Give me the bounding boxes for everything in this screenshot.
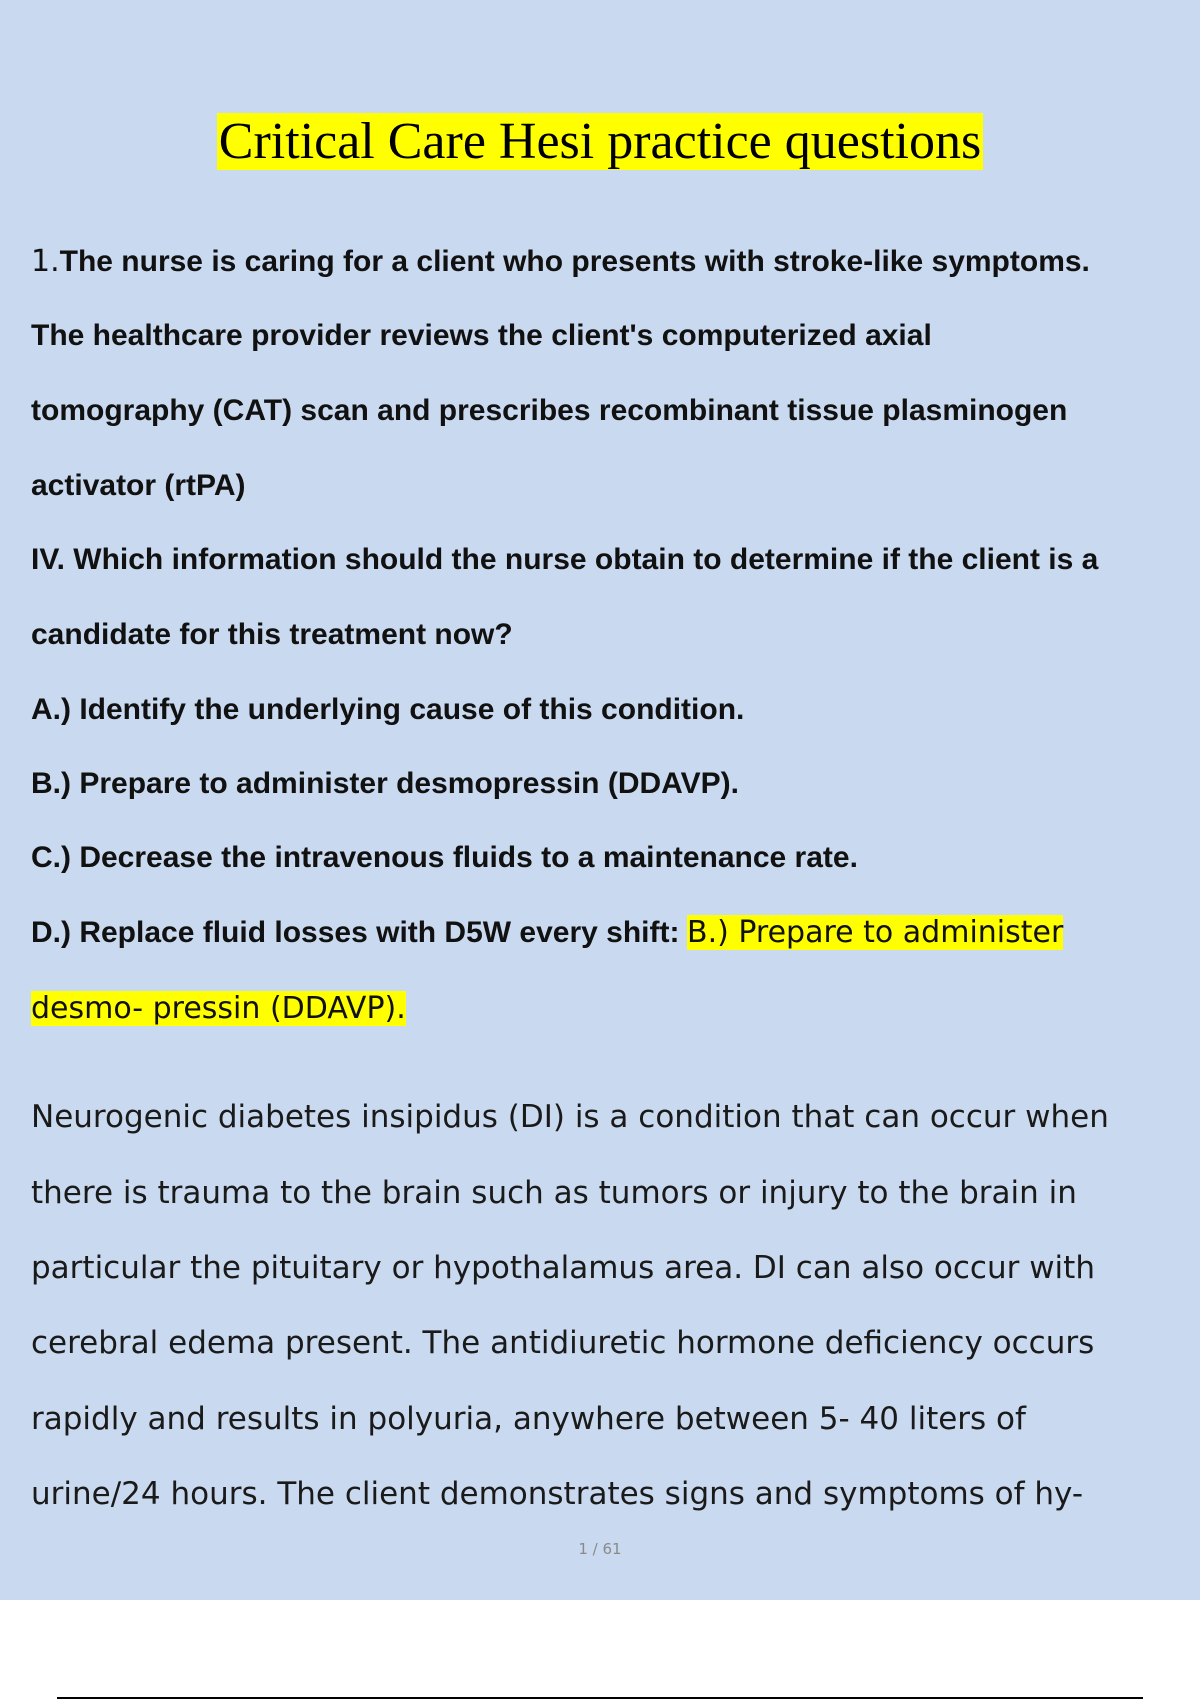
question-number: 1.	[31, 244, 60, 279]
question-line-5: IV. Which information should the nurse obtain to determine if the client is a	[31, 543, 1099, 576]
option-d-line	[31, 915, 1063, 950]
question-line-1	[31, 244, 1090, 279]
question-line-6: candidate for this treatment now?	[31, 618, 513, 651]
rationale-line-6: urine/24 hours. The client demonstrates signs and symptoms of hy-	[31, 1476, 1084, 1512]
answer-line-2	[31, 991, 406, 1026]
option-d: D.) Replace fluid losses with D5W every shift:	[31, 916, 680, 949]
next-page-divider	[57, 1697, 1143, 1699]
question-line-2: The healthcare provider reviews the client's computerized axial	[31, 319, 932, 352]
answer-highlight-1: B.) Prepare to administer	[687, 915, 1064, 950]
option-b: B.) Prepare to administer desmopressin (DDAVP).	[31, 767, 739, 800]
option-a: A.) Identify the underlying cause of this condition.	[31, 693, 745, 726]
rationale-line-4: cerebral edema present. The antidiuretic hormone deficiency occurs	[31, 1325, 1095, 1361]
rationale-line-1: Neurogenic diabetes insipidus (DI) is a condition that can occur when	[31, 1099, 1109, 1135]
page-indicator: 1 / 61	[578, 1540, 622, 1558]
rationale-line-3: particular the pituitary or hypothalamus area. DI can also occur with	[31, 1250, 1095, 1286]
question-text: The nurse is caring for a client who presents with stroke-like symptoms.	[59, 245, 1090, 278]
rationale-line-2: there is trauma to the brain such as tumors or injury to the brain in	[31, 1175, 1077, 1211]
document-title: Critical Care Hesi practice questions	[218, 113, 982, 170]
answer-highlight-2: desmo- pressin (DDAVP).	[31, 991, 406, 1026]
option-c: C.) Decrease the intravenous fluids to a maintenance rate.	[31, 841, 858, 874]
question-line-3: tomography (CAT) scan and prescribes recombinant tissue plasminogen	[31, 394, 1068, 427]
title-container	[0, 110, 1200, 174]
question-line-4: activator (rtPA)	[31, 469, 246, 502]
rationale-line-5: rapidly and results in polyuria, anywhere between 5- 40 liters of	[31, 1401, 1026, 1437]
